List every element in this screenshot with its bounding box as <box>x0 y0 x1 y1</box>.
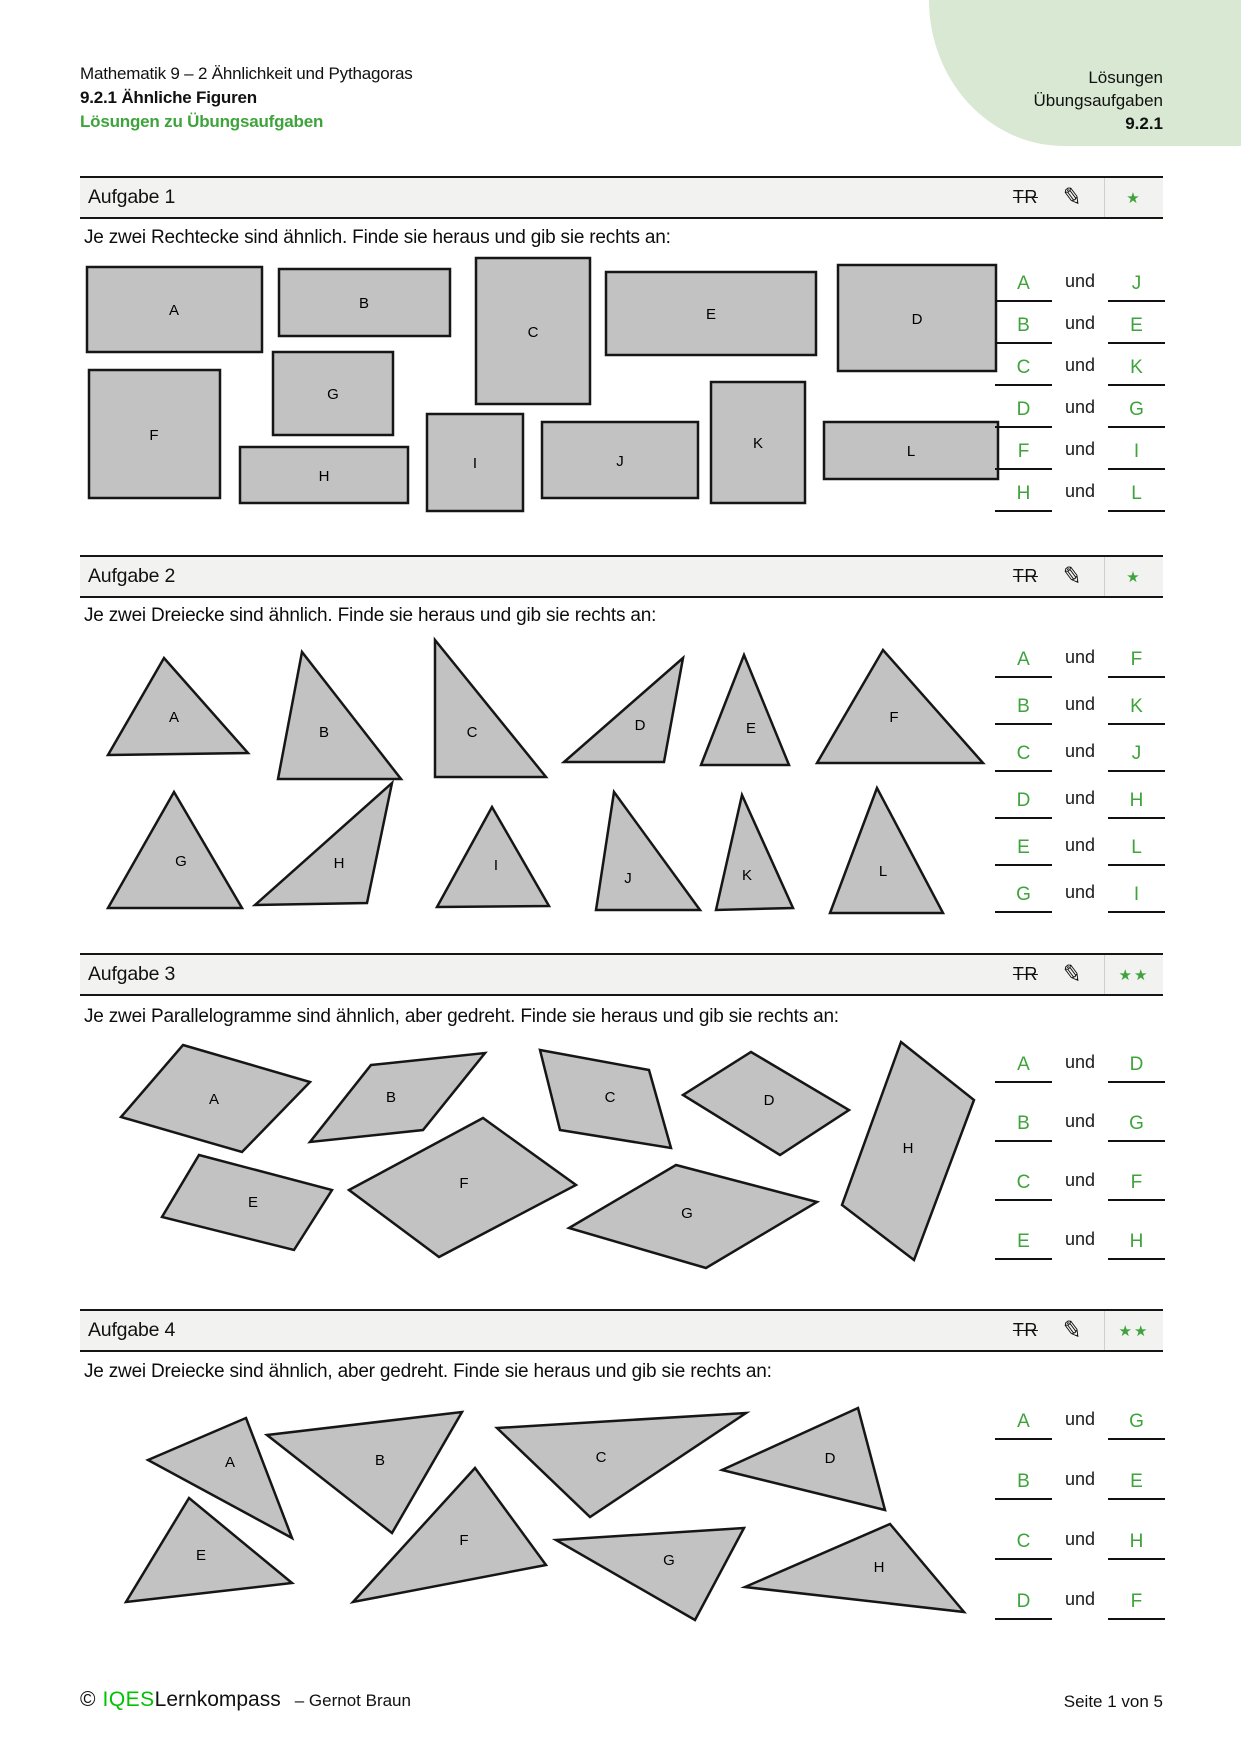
figure-label: I <box>493 857 499 874</box>
answer-right: G <box>1108 1110 1165 1142</box>
answer-left: D <box>995 1588 1052 1620</box>
figure-triangle-a <box>108 658 248 755</box>
answer-conjunction: und <box>1064 481 1096 501</box>
figure-triangle-h <box>255 783 392 905</box>
answer-conjunction: und <box>1064 1229 1096 1249</box>
answer-conjunction: und <box>1064 1469 1096 1489</box>
brand-iqes: IQES <box>102 1688 155 1711</box>
figure-label: C <box>466 724 478 741</box>
answer-row <box>995 881 1165 913</box>
corner-code: 9.2.1 <box>1125 114 1163 133</box>
task-bar-3 <box>80 953 1163 996</box>
figure-label: E <box>247 1194 259 1211</box>
figure-label: A <box>168 302 180 319</box>
answer-conjunction: und <box>1064 694 1096 714</box>
figure-triangle-f <box>817 650 983 763</box>
figure-triangle-l <box>830 788 943 913</box>
figure-label: B <box>358 295 370 312</box>
answer-right: G <box>1108 396 1165 428</box>
copyright-symbol: © <box>80 1688 96 1711</box>
answer-left: G <box>995 881 1052 913</box>
answer-row <box>995 834 1165 866</box>
header-block <box>80 62 413 134</box>
figure-parallelogram-b <box>310 1053 485 1142</box>
task-markers-2 <box>1013 557 1163 596</box>
difficulty-stars-1: ★ <box>1126 189 1142 207</box>
answer-conjunction: und <box>1064 397 1096 417</box>
no-calculator-label: TR <box>1012 1320 1038 1340</box>
answer-left: E <box>995 1228 1052 1260</box>
difficulty-stars-2: ★ <box>1126 568 1142 586</box>
answer-conjunction: und <box>1064 439 1096 459</box>
answer-row <box>995 396 1165 428</box>
answer-right: K <box>1108 693 1165 725</box>
no-calculator-label: TR <box>1012 566 1038 586</box>
figure-parallelogram-g <box>569 1165 817 1268</box>
answer-right: L <box>1108 480 1165 512</box>
task-instruction-3: Je zwei Parallelogramme sind ähnlich, aber gedreht. Finde sie heraus und gib sie rechts an: <box>84 1006 839 1027</box>
answer-left: C <box>995 1169 1052 1201</box>
answer-right: H <box>1108 1228 1165 1260</box>
figure-triangle-h <box>745 1524 964 1612</box>
answer-right: F <box>1108 1169 1165 1201</box>
figure-label: D <box>763 1092 775 1109</box>
task-bar-4 <box>80 1309 1163 1352</box>
figure-label: E <box>745 720 757 737</box>
answer-row <box>995 1110 1165 1142</box>
header-subtitle: Lösungen zu Übungsaufgaben <box>80 112 324 131</box>
figure-triangle-d <box>722 1408 885 1510</box>
answer-left: A <box>995 1051 1052 1083</box>
figure-triangle-j <box>596 792 700 910</box>
answer-row <box>995 1468 1165 1500</box>
corner-line2: Übungsaufgaben <box>1033 91 1163 110</box>
figure-label: J <box>624 870 632 887</box>
answer-right: F <box>1108 1588 1165 1620</box>
figure-label: G <box>663 1552 675 1569</box>
answer-row <box>995 740 1165 772</box>
answer-right: I <box>1108 438 1165 470</box>
answer-right: H <box>1108 1528 1165 1560</box>
answer-left: C <box>995 1528 1052 1560</box>
answer-row <box>995 1588 1165 1620</box>
figure-label: H <box>902 1140 914 1157</box>
answer-right: D <box>1108 1051 1165 1083</box>
figure-label: E <box>195 1547 207 1564</box>
pencil-icon: ✎ <box>1060 959 1084 990</box>
answer-right: F <box>1108 646 1165 678</box>
answer-left: H <box>995 480 1052 512</box>
task-markers-3 <box>1013 955 1163 994</box>
answer-row <box>995 1051 1165 1083</box>
answer-right: H <box>1108 787 1165 819</box>
figure-triangle-k <box>716 795 793 910</box>
figure-triangle-g <box>556 1528 744 1620</box>
answer-conjunction: und <box>1064 1170 1096 1190</box>
figure-label: C <box>527 324 539 341</box>
answer-right: J <box>1108 740 1165 772</box>
answer-left: C <box>995 740 1052 772</box>
brand-lernkompass: Lernkompass <box>154 1688 281 1711</box>
figure-label: B <box>374 1452 386 1469</box>
figure-triangle-b <box>278 652 401 779</box>
answer-conjunction: und <box>1064 835 1096 855</box>
answer-right: J <box>1108 270 1165 302</box>
figure-label: D <box>911 311 923 328</box>
figure-label: E <box>705 306 717 323</box>
figure-label: F <box>889 709 899 726</box>
figure-label: G <box>681 1205 693 1222</box>
figure-label: L <box>878 863 888 880</box>
figure-triangle-c <box>497 1413 746 1517</box>
answer-left: B <box>995 693 1052 725</box>
answer-row <box>995 1528 1165 1560</box>
figure-label: F <box>459 1532 469 1549</box>
figure-label: G <box>175 853 187 870</box>
answer-left: B <box>995 312 1052 344</box>
figure-label: H <box>873 1559 885 1576</box>
figure-label: C <box>595 1449 607 1466</box>
task-title-2: Aufgabe 2 <box>88 565 176 587</box>
answer-left: A <box>995 646 1052 678</box>
task-markers-4 <box>1013 1311 1163 1350</box>
answer-conjunction: und <box>1064 355 1096 375</box>
figure-label: D <box>634 717 646 734</box>
no-calculator-label: TR <box>1012 964 1038 984</box>
pencil-icon: ✎ <box>1060 182 1084 213</box>
answer-left: B <box>995 1468 1052 1500</box>
task-markers-1 <box>1013 178 1163 217</box>
figure-label: C <box>604 1089 616 1106</box>
task-bar-2 <box>80 555 1163 598</box>
page-number: Seite 1 von 5 <box>1063 1692 1163 1711</box>
answer-row <box>995 270 1165 302</box>
answer-left: F <box>995 438 1052 470</box>
figure-label: F <box>459 1175 469 1192</box>
answer-row <box>995 438 1165 470</box>
task-instruction-4: Je zwei Dreiecke sind ähnlich, aber gedreht. Finde sie heraus und gib sie rechts an: <box>84 1361 772 1382</box>
task-title-3: Aufgabe 3 <box>88 963 176 985</box>
answer-row <box>995 312 1165 344</box>
answer-right: L <box>1108 834 1165 866</box>
answer-conjunction: und <box>1064 1052 1096 1072</box>
answer-conjunction: und <box>1064 1589 1096 1609</box>
difficulty-stars-3: ★★ <box>1118 966 1150 984</box>
answer-right: E <box>1108 312 1165 344</box>
answer-right: G <box>1108 1408 1165 1440</box>
figure-label: K <box>752 435 764 452</box>
no-calculator-label: TR <box>1012 187 1038 207</box>
figure-label: L <box>906 443 916 460</box>
answer-row <box>995 354 1165 386</box>
figure-label: D <box>824 1450 836 1467</box>
header-chapter: 9.2.1 Ähnliche Figuren <box>80 88 257 107</box>
answer-conjunction: und <box>1064 882 1096 902</box>
answer-conjunction: und <box>1064 788 1096 808</box>
task-title-1: Aufgabe 1 <box>88 186 176 208</box>
figure-label: I <box>472 455 478 472</box>
header-course: Mathematik 9 – 2 Ähnlichkeit und Pythagoras <box>80 64 413 83</box>
task-bar-1 <box>80 176 1163 219</box>
answer-left: C <box>995 354 1052 386</box>
answer-left: A <box>995 1408 1052 1440</box>
corner-text-block <box>1033 66 1163 135</box>
answer-row <box>995 646 1165 678</box>
figure-label: B <box>318 724 330 741</box>
answer-right: I <box>1108 881 1165 913</box>
pencil-icon: ✎ <box>1060 561 1084 592</box>
footer-author: – Gernot Braun <box>294 1691 411 1710</box>
figure-triangle-d <box>564 658 683 762</box>
answer-left: E <box>995 834 1052 866</box>
answer-row <box>995 1228 1165 1260</box>
task-instruction-2: Je zwei Dreiecke sind ähnlich. Finde sie heraus und gib sie rechts an: <box>84 605 657 626</box>
figure-label: F <box>149 427 159 444</box>
answer-conjunction: und <box>1064 1111 1096 1131</box>
task-title-4: Aufgabe 4 <box>88 1319 176 1341</box>
answer-conjunction: und <box>1064 271 1096 291</box>
answer-conjunction: und <box>1064 1409 1096 1429</box>
footer-credit <box>80 1688 411 1712</box>
figure-label: A <box>208 1091 220 1108</box>
answer-left: D <box>995 396 1052 428</box>
figure-label: K <box>741 867 753 884</box>
figure-label: A <box>224 1454 236 1471</box>
answer-conjunction: und <box>1064 1529 1096 1549</box>
answer-left: B <box>995 1110 1052 1142</box>
answer-right: K <box>1108 354 1165 386</box>
figure-label: B <box>385 1089 397 1106</box>
corner-line1: Lösungen <box>1088 68 1163 87</box>
pencil-icon: ✎ <box>1060 1315 1084 1346</box>
answer-conjunction: und <box>1064 741 1096 761</box>
task-instruction-1: Je zwei Rechtecke sind ähnlich. Finde sie heraus und gib sie rechts an: <box>84 227 671 248</box>
figure-label: H <box>333 855 345 872</box>
figure-label: H <box>318 468 330 485</box>
answer-row <box>995 1169 1165 1201</box>
difficulty-stars-4: ★★ <box>1118 1322 1150 1340</box>
figure-label: A <box>168 709 180 726</box>
answer-right: E <box>1108 1468 1165 1500</box>
figure-triangle-e <box>701 655 789 765</box>
answer-row <box>995 787 1165 819</box>
answer-row <box>995 693 1165 725</box>
answer-left: A <box>995 270 1052 302</box>
answer-conjunction: und <box>1064 647 1096 667</box>
answer-conjunction: und <box>1064 313 1096 333</box>
answer-left: D <box>995 787 1052 819</box>
figure-label: J <box>616 453 624 470</box>
figure-label: G <box>327 386 339 403</box>
answer-row <box>995 1408 1165 1440</box>
figure-triangle-g <box>108 792 242 908</box>
answer-row <box>995 480 1165 512</box>
figure-triangle-c <box>435 640 546 777</box>
